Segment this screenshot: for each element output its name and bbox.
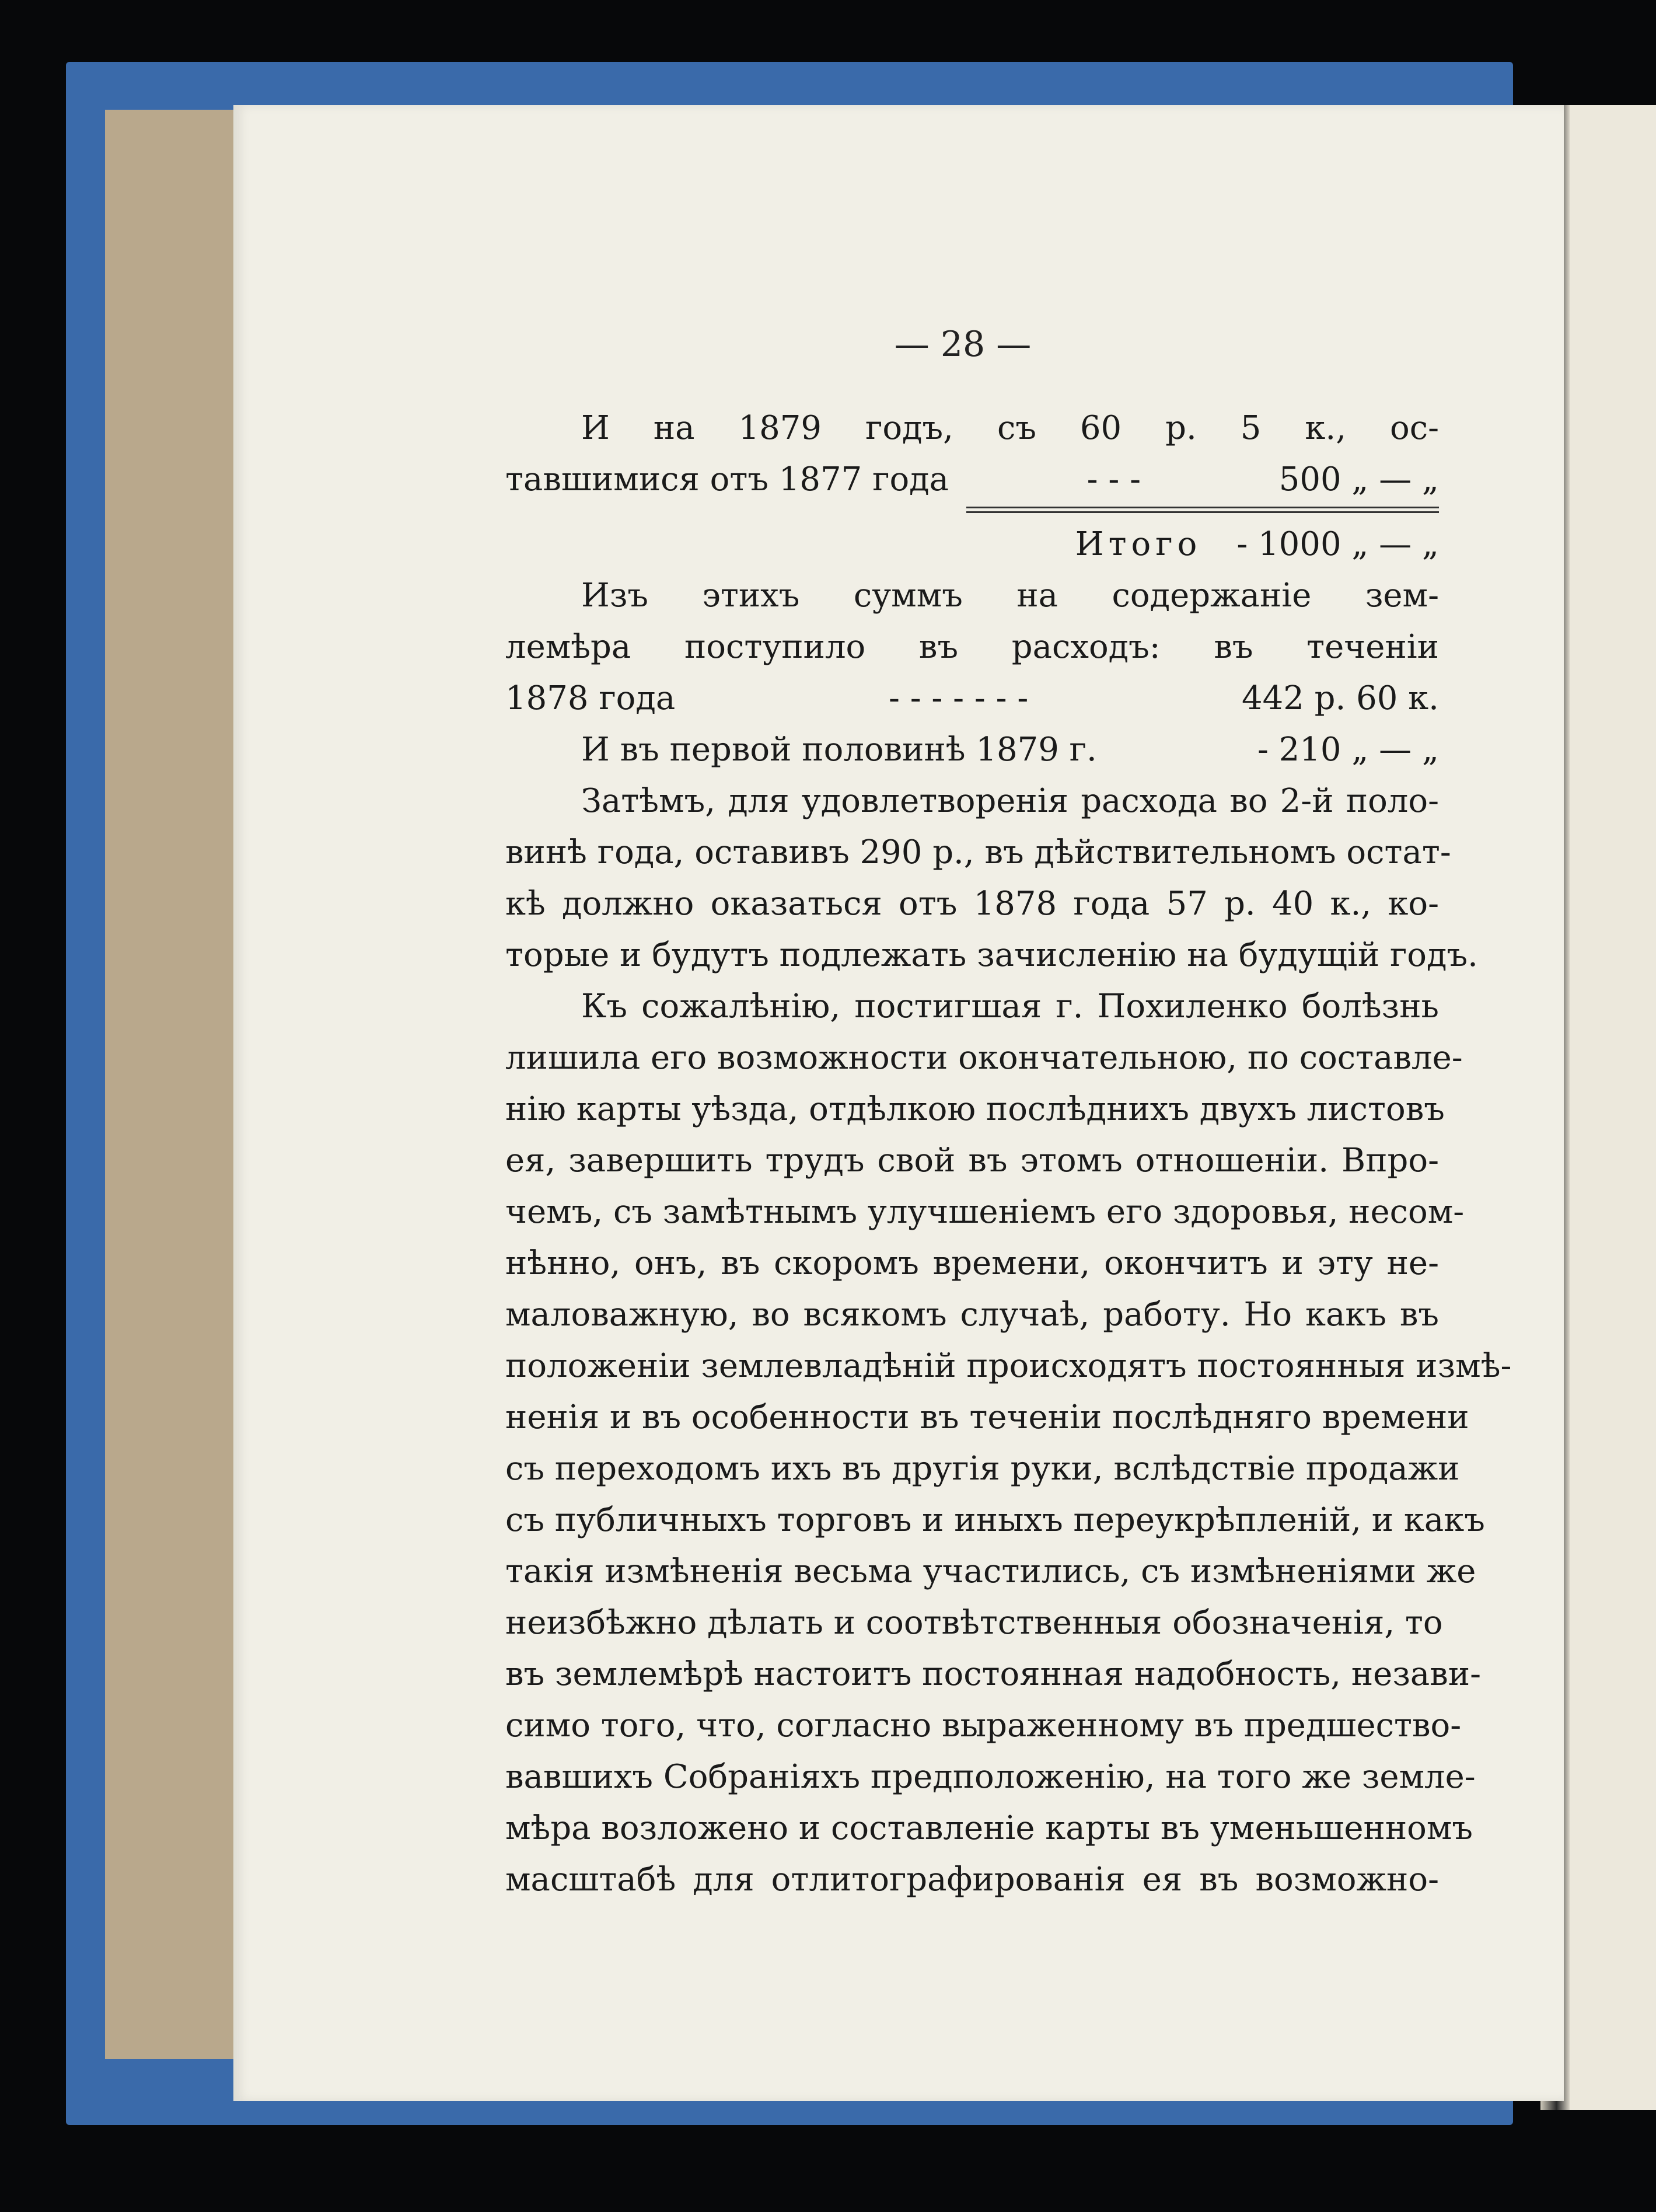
ledger-dashes: - - - - - - -	[888, 679, 1029, 717]
total-rule	[966, 507, 1439, 513]
page-number: — 28 —	[894, 324, 1032, 365]
text-line: ненiя и въ особенности въ теченiи послѣдняго времени	[505, 1398, 1469, 1436]
ledger-dashes: - - -	[1086, 460, 1141, 498]
text-line: чемъ, съ замѣтнымъ улучшенiемъ его здоровья, несом-	[505, 1193, 1465, 1231]
text-line: лишила его возможности окончательною, по составле-	[505, 1039, 1463, 1077]
ledger-label: тавшимися отъ 1877 года	[505, 460, 949, 498]
text-line: Изъ этихъ суммъ на содержанiе зем-	[581, 577, 1439, 615]
text-line: маловажную, во всякомъ случаѣ, работу. Но какъ въ	[505, 1296, 1439, 1334]
facing-page-edge	[1564, 105, 1656, 2110]
text-line: симо того, что, согласно выраженному въ предшество-	[505, 1707, 1462, 1745]
ledger-label: И въ первой половинѣ 1879 г.	[581, 731, 1097, 769]
text-line: Затѣмъ, для удовлетворенiя расхода во 2-й поло-	[581, 782, 1439, 820]
ledger-amount: 500 „ — „	[1278, 460, 1439, 498]
total-label: Итого	[1075, 525, 1202, 563]
page-text	[505, 403, 1512, 1906]
text-line: положенiи землевладѣнiй происходятъ постоянныя измѣ-	[505, 1347, 1512, 1385]
ledger-label: 1878 года	[505, 679, 676, 717]
text-line: такiя измѣненiя весьма участились, съ измѣненiями же	[505, 1552, 1476, 1590]
text-line: лемѣра поступило въ расходъ: въ теченiи	[505, 628, 1439, 666]
ledger-amount: - 210 „ — „	[1257, 731, 1439, 769]
text-line: торые и будутъ подлежать зачисленiю на будущiй годъ.	[505, 936, 1478, 974]
text-line: И на 1879 годъ, съ 60 р. 5 к., ос-	[581, 409, 1439, 447]
ledger-row	[505, 454, 1439, 505]
text-line: съ публичныхъ торговъ и иныхъ переукрѣпленiй, и какъ	[505, 1501, 1485, 1539]
total-row	[505, 519, 1439, 570]
text-line: нiю карты уѣзда, отдѣлкою послѣднихъ двухъ листовъ	[505, 1090, 1445, 1128]
ledger-row	[505, 673, 1439, 724]
text-line: съ переходомъ ихъ въ другiя руки, вслѣдствiе продажи	[505, 1450, 1460, 1488]
text-line: неизбѣжно дѣлать и соотвѣтственныя обозначенiя, то	[505, 1604, 1443, 1642]
text-line: нѣнно, онъ, въ скоромъ времени, окончитъ и эту не-	[505, 1244, 1439, 1282]
text-line: мѣра возложено и составленiе карты въ уменьшенномъ	[505, 1809, 1473, 1847]
text-line: въ землемѣрѣ настоитъ постоянная надобность, незави-	[505, 1655, 1482, 1693]
ledger-amount: 442 р. 60 к.	[1241, 679, 1439, 717]
text-line: ея, завершить трудъ свой въ этомъ отношенiи. Впро-	[505, 1142, 1439, 1180]
total-amount: - 1000 „ — „	[1236, 525, 1439, 563]
text-line: масштабѣ для отлитографированiя ея въ возможно-	[505, 1861, 1439, 1899]
flyleaf	[105, 110, 251, 2059]
text-line: Къ сожалѣнiю, постигшая г. Похиленко болѣзнь	[581, 988, 1439, 1025]
text-line: кѣ должно оказаться отъ 1878 года 57 р. 40 к., ко-	[505, 885, 1439, 923]
text-line: винѣ года, оставивъ 290 р., въ дѣйствительномъ остат-	[505, 833, 1451, 871]
text-line: вавшихъ Собранiяхъ предположенiю, на того же земле-	[505, 1758, 1476, 1796]
ledger-row	[505, 724, 1439, 776]
